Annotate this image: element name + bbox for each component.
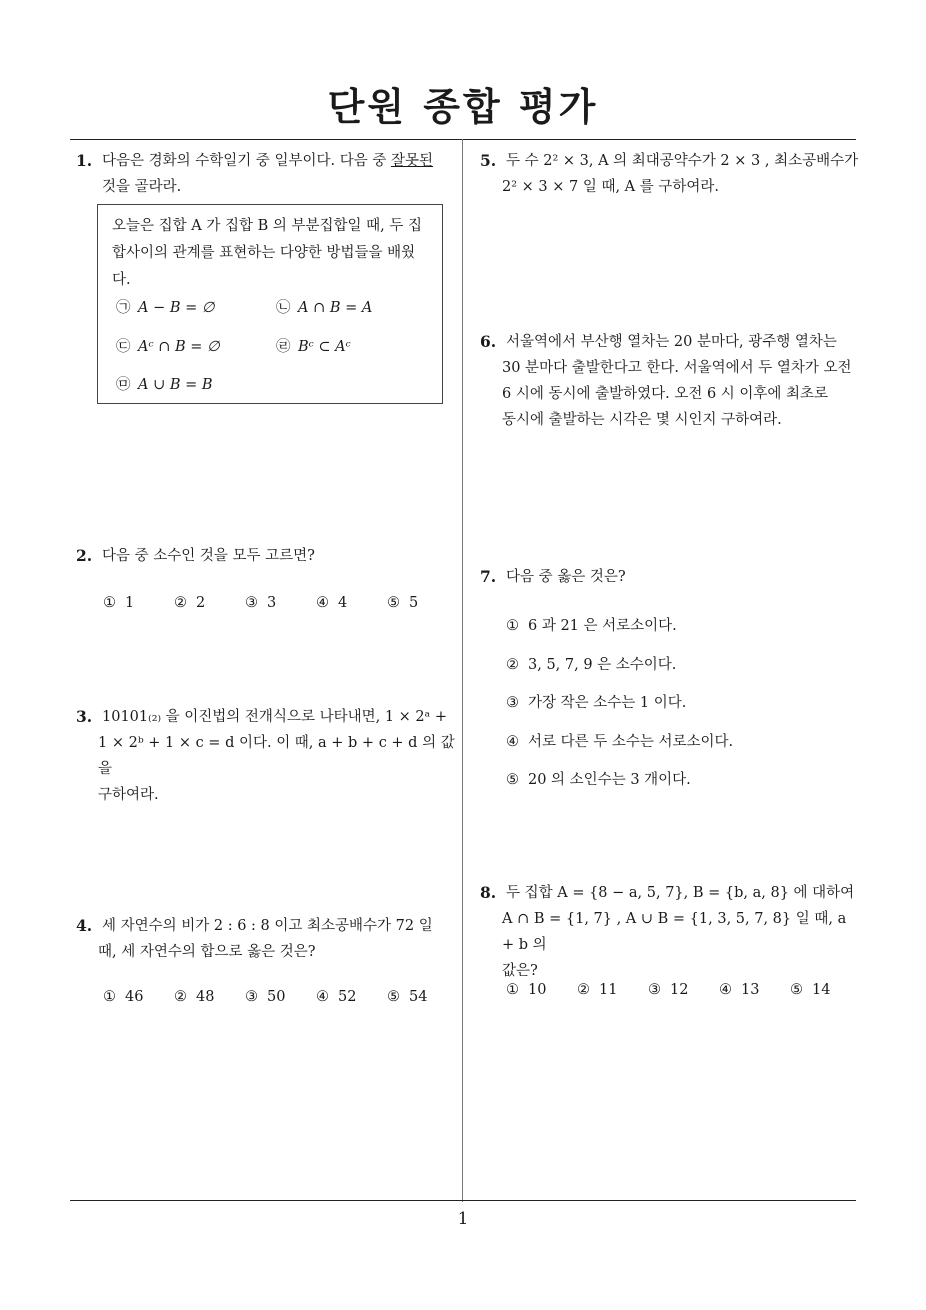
choice-option[interactable]: ④ 4 (316, 595, 348, 611)
question-text: 서울역에서 부산행 열차는 20 분마다, 광주행 열차는 (506, 334, 837, 350)
choice-option[interactable]: ② 2 (174, 595, 206, 611)
choice-option[interactable]: ⑤ 14 (790, 982, 831, 998)
question-text: 다음 중 옳은 것은? (506, 569, 626, 585)
choice-option[interactable]: ⑤ 54 (387, 989, 428, 1005)
choice-option[interactable]: ① 10 (506, 982, 547, 998)
answer-choices (103, 595, 458, 611)
question-number: 8. (480, 883, 497, 902)
choice-option[interactable]: ② 11 (577, 982, 618, 998)
choice-option[interactable]: ② 3, 5, 7, 9 은 소수이다. (506, 656, 677, 673)
statement-item: ㉡ A ∩ B = A (276, 300, 373, 316)
choice-option[interactable]: ② 48 (174, 989, 215, 1005)
question-text-cont: 구하여라. (98, 787, 159, 803)
choice-option[interactable]: ⑤ 20 의 소인수는 3 개이다. (506, 772, 691, 788)
question-number: 4. (76, 916, 93, 935)
choice-option[interactable]: ① 46 (103, 989, 144, 1005)
question-number: 1. (76, 151, 93, 170)
choice-option[interactable]: ⑤ 5 (387, 595, 419, 611)
page-title: 단원 종합 평가 (327, 85, 599, 129)
statement-item: ㉤ A ∪ B = B (116, 377, 213, 393)
question-5 (480, 148, 862, 200)
answer-choices (506, 613, 733, 806)
question-text-cont: 1 × 2ᵇ + 1 × c = d 이다. 이 때, a + b + c + d 의 값을 (98, 735, 455, 777)
choice-option[interactable]: ④ 서로 다른 두 소수는 서로소이다. (506, 733, 734, 750)
choice-option[interactable]: ④ 52 (316, 989, 357, 1005)
page-number: 1 (457, 1209, 469, 1229)
diary-box (97, 204, 443, 404)
answer-choices (506, 982, 861, 998)
question-text: 다음은 경화의 수학일기 중 일부이다. 다음 중 (102, 153, 391, 169)
choice-option[interactable]: ③ 가장 작은 소수는 1 이다. (506, 695, 687, 711)
question-6 (480, 329, 862, 433)
question-text-cont: 것을 골라라. (102, 179, 182, 195)
question-text: 10101₍₂₎ 을 이진법의 전개식으로 나타내면, 1 × 2ᵃ + (102, 709, 447, 725)
question-4 (76, 913, 458, 965)
question-text: 두 수 2² × 3, A 의 최대공약수가 2 × 3 , 최소공배수가 (506, 153, 859, 169)
question-8 (480, 880, 862, 984)
choice-option[interactable]: ④ 13 (719, 982, 760, 998)
question-text-cont: 때, 세 자연수의 합으로 옳은 것은? (98, 944, 316, 960)
question-text-cont: 동시에 출발하는 시각은 몇 시인지 구하여라. (502, 412, 782, 428)
choice-option[interactable]: ③ 12 (648, 982, 689, 998)
choice-option[interactable]: ③ 3 (245, 595, 277, 611)
choice-option[interactable]: ① 1 (103, 595, 135, 611)
footer-rule (70, 1200, 856, 1201)
statement-item: ㉠ A − B = ∅ (116, 300, 215, 316)
statement-item: ㉣ Bᶜ ⊂ Aᶜ (276, 339, 351, 355)
question-text-cont: A ∩ B = {1, 7} , A ∪ B = {1, 3, 5, 7, 8} 일 때, a + b 의 (502, 911, 847, 953)
question-number: 2. (76, 546, 93, 565)
choice-option[interactable]: ① 6 과 21 은 서로소이다. (506, 618, 677, 634)
statement-item: ㉢ Aᶜ ∩ B = ∅ (116, 339, 220, 355)
question-text: 두 집합 A = {8 − a, 5, 7}, B = {b, a, 8} 에 대하여 (506, 885, 855, 901)
question-text-cont: 2² × 3 × 7 일 때, A 를 구하여라. (502, 179, 720, 195)
header-rule (70, 139, 856, 140)
question-7 (480, 564, 862, 590)
question-1 (76, 148, 456, 200)
question-text: 다음 중 소수인 것을 모두 고르면? (102, 548, 315, 564)
question-text-cont: 30 분마다 출발한다고 한다. 서울역에서 두 열차가 오전 (502, 360, 852, 376)
question-2 (76, 543, 456, 569)
choice-option[interactable]: ③ 50 (245, 989, 286, 1005)
question-text-cont: 값은? (502, 963, 538, 979)
question-text-cont: 6 시에 동시에 출발하였다. 오전 6 시 이후에 최초로 (502, 386, 829, 402)
question-number: 3. (76, 707, 93, 726)
column-divider (462, 139, 463, 1202)
question-text: 세 자연수의 비가 2 : 6 : 8 이고 최소공배수가 72 일 (102, 918, 433, 934)
underlined-keyword: 잘못된 (391, 153, 434, 169)
question-number: 7. (480, 567, 497, 586)
question-number: 5. (480, 151, 497, 170)
question-3 (76, 704, 458, 808)
diary-text: 오늘은 집합 A 가 집합 B 의 부분집합일 때, 두 집합사이의 관계를 표현하는 다양한 방법들을 배웠다. (112, 218, 422, 288)
answer-choices (103, 989, 458, 1005)
question-number: 6. (480, 332, 497, 351)
